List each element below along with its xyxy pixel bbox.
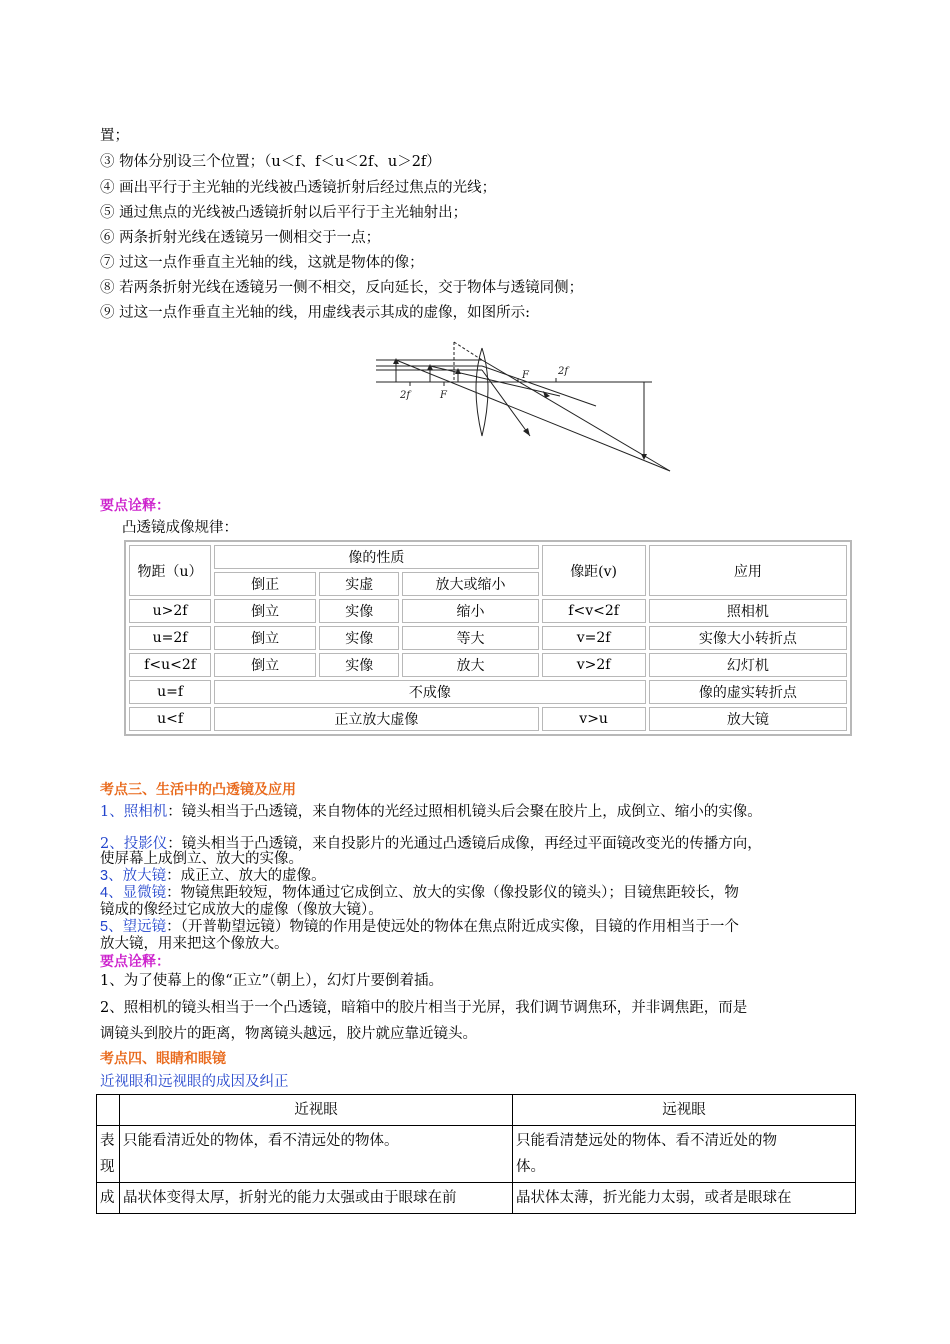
header-upright: 倒正 xyxy=(214,572,316,596)
step-line: ⑨ 过这一点作垂直主光轴的线，用虚线表示其成的虚像，如图所示: xyxy=(100,305,530,321)
note-line: 调镜头到胶片的距离，物离镜头越远，胶片就应靠近镜头。 xyxy=(100,1026,477,1042)
row-label-line: 现 xyxy=(100,1159,115,1175)
table-row xyxy=(129,707,847,731)
cell-app: 幻灯机 xyxy=(649,653,847,677)
cell-nearsighted: 晶状体变得太厚，折射光的能力太强或由于眼球在前 xyxy=(120,1183,513,1214)
cell-virtual-image: 正立放大虚像 xyxy=(214,707,538,731)
label-f-right: F xyxy=(522,370,529,381)
table-row xyxy=(129,653,847,677)
list-item xyxy=(100,885,739,902)
header-object-distance: 物距（u） xyxy=(129,545,211,596)
list-item xyxy=(100,802,762,822)
step-line: ⑤ 通过焦点的光线被凸透镜折射以后平行于主光轴射出； xyxy=(100,205,468,221)
section3-title: 考点三、生活中的凸透镜及应用 xyxy=(100,782,296,798)
item-text: ：物镜焦距较短，物体通过它成倒立、放大的实像（像投影仪的镜头）；目镜焦距较长，物 xyxy=(166,885,739,901)
cell-real: 实像 xyxy=(319,653,399,677)
key-note-heading: 要点诠释： xyxy=(100,954,170,970)
header-size: 放大或缩小 xyxy=(402,572,538,596)
label-2f-right: 2f xyxy=(558,366,569,377)
corner-cell xyxy=(97,1095,120,1126)
cell-app: 放大镜 xyxy=(649,707,847,731)
item-text-cont: 使屏幕上成倒立、放大的实像。 xyxy=(100,851,303,867)
table-row xyxy=(129,680,847,704)
step-line: ④ 画出平行于主光轴的光线被凸透镜折射后经过焦点的光线； xyxy=(100,180,497,196)
header-farsighted: 远视眼 xyxy=(513,1095,856,1126)
eye-comparison-table xyxy=(96,1094,856,1214)
table-row xyxy=(129,599,847,623)
row-label: 成 xyxy=(97,1183,120,1214)
item-text: ：镜头相当于凸透镜，来自物体的光经过照相机镜头后会聚在胶片上，成倒立、缩小的实像。 xyxy=(167,804,762,820)
cell-line: 体。 xyxy=(516,1159,545,1175)
item-label: 2、投影仪 xyxy=(100,836,168,852)
cell-farsighted xyxy=(513,1126,856,1183)
row-label-line: 表 xyxy=(100,1133,115,1149)
table-row xyxy=(97,1126,856,1183)
section4-subtitle: 近视眼和远视眼的成因及纠正 xyxy=(100,1074,289,1090)
cell-v: v>2f xyxy=(542,653,646,677)
list-item xyxy=(100,868,326,885)
cell-v: f<v<2f xyxy=(542,599,646,623)
cell-size: 缩小 xyxy=(402,599,538,623)
step-line: ⑧ 若两条折射光线在透镜另一侧不相交，反向延长，交于物体与透镜同侧； xyxy=(100,280,584,296)
item-label: 5、望远镜 xyxy=(100,919,167,935)
header-real-virtual: 实虚 xyxy=(319,572,399,596)
header-application: 应用 xyxy=(649,545,847,596)
cell-upright: 倒立 xyxy=(214,599,316,623)
header-nearsighted: 近视眼 xyxy=(120,1095,513,1126)
cell-real: 实像 xyxy=(319,626,399,650)
cell-upright: 倒立 xyxy=(214,626,316,650)
cell-size: 等大 xyxy=(402,626,538,650)
step-line: ③ 物体分别设三个位置；（u＜f、f＜u＜2f、u＞2f） xyxy=(100,154,441,170)
cell-line: 只能看清楚远处的物体、看不清近处的物 xyxy=(516,1133,777,1149)
cell-v: v=2f xyxy=(542,626,646,650)
item-label: 1、照相机 xyxy=(100,804,168,820)
cell-upright: 倒立 xyxy=(214,653,316,677)
header-image-distance: 像距(v) xyxy=(542,545,646,596)
item-text: ：镜头相当于凸透镜，来自投影片的光通过凸透镜后成像，再经过平面镜改变光的传播方向， xyxy=(167,836,762,852)
item-label: 4、显微镜 xyxy=(100,885,167,901)
cell-no-image: 不成像 xyxy=(214,680,646,704)
row-label xyxy=(97,1126,120,1183)
cell-app: 像的虚实转折点 xyxy=(649,680,847,704)
table-row xyxy=(97,1183,856,1214)
cell-real: 实像 xyxy=(319,599,399,623)
item-text: ：成正立、放大的虚像。 xyxy=(166,868,326,884)
note-line: 2、照相机的镜头相当于一个凸透镜，暗箱中的胶片相当于光屏，我们调节调焦环，并非调焦距，而是 xyxy=(100,1000,748,1016)
label-2f-left: 2f xyxy=(400,390,411,401)
item-text: ：（开普勒望远镜）物镜的作用是使远处的物体在焦点附近成实像，目镜的作用相当于一个 xyxy=(166,919,739,935)
cell-u: f<u<2f xyxy=(129,653,211,677)
table-row xyxy=(129,626,847,650)
convex-lens-ray-diagram xyxy=(370,336,680,481)
note-line: 1、为了使幕上的像“正立”（朝上），幻灯片要倒着插。 xyxy=(100,973,444,989)
cell-farsighted: 晶状体太薄，折光能力太弱，或者是眼球在 xyxy=(513,1183,856,1214)
key-note-heading: 要点诠释： xyxy=(100,498,170,514)
rules-title: 凸透镜成像规律： xyxy=(122,520,238,536)
cell-app: 照相机 xyxy=(649,599,847,623)
cell-app: 实像大小转折点 xyxy=(649,626,847,650)
cell-u: u=2f xyxy=(129,626,211,650)
cell-size: 放大 xyxy=(402,653,538,677)
cell-u: u<f xyxy=(129,707,211,731)
item-text-cont: 镜成的像经过它成放大的虚像（像放大镜）。 xyxy=(100,902,383,918)
cell-v: v>u xyxy=(542,707,646,731)
section4-title: 考点四、眼睛和眼镜 xyxy=(100,1051,226,1067)
item-label: 3、放大镜 xyxy=(100,868,167,884)
imaging-rules-table xyxy=(124,540,852,736)
list-item xyxy=(100,919,739,936)
label-f-left: F xyxy=(440,390,447,401)
cell-u: u>2f xyxy=(129,599,211,623)
step-line: ⑦ 过这一点作垂直主光轴的线，这就是物体的像； xyxy=(100,255,424,271)
step-line: 置； xyxy=(100,128,129,144)
cell-nearsighted: 只能看清近处的物体，看不清远处的物体。 xyxy=(120,1126,513,1183)
item-text-cont: 放大镜，用来把这个像放大。 xyxy=(100,936,289,952)
cell-u: u=f xyxy=(129,680,211,704)
header-image-nature: 像的性质 xyxy=(214,545,538,569)
step-line: ⑥ 两条折射光线在透镜另一侧相交于一点； xyxy=(100,230,381,246)
